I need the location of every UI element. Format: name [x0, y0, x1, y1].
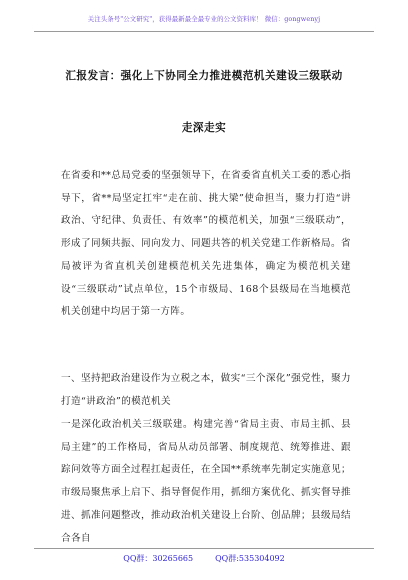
- footer-qq-group-2: QQ群:535304092: [215, 554, 285, 563]
- document-title-continued: 走深走实: [181, 122, 227, 134]
- header-divider: [34, 31, 374, 32]
- header-note: 关注头条号"公文研究"，获得最新最全最专业的公文资料库！ 微信：gongwenyj: [87, 15, 321, 23]
- document-title: 汇报发言：强化上下协同全力推进模范机关建设三级联动: [65, 70, 343, 82]
- body-paragraph: 一是深化政治机关三级联建。构建完善“省局主责、市局主抓、县局主建”的工作格局，省局从动员部署、制度规范、统筹推进、跟踪问效等方面全过程扛起责任，在全国**系统率先制定实施意见；市级局聚焦承上启下、指导督促作用，抓细方案优化、抓实督导推进、抓准问题整改，推动政治机关建设上台阶、创品牌；县级局结合各自: [61, 419, 351, 544]
- body-paragraph: 在省委和**总局党委的坚强领导下，在省委省直机关工委的悉心指导下，省**局坚定扛牢“走在前、挑大梁”使命担当，聚力打造“讲政治、守纪律、负责任、有效率”的模范机关，加强“三级联动”，形成了同频共振、同向发力、同题共答的机关党建工作新格局。省局被评为省直机关创建模范机关先进集体，确定为模范机关建设“三级联动”试点单位，15个市级局、168个县级局在当地模范机关创建中均居于第一方阵。: [61, 170, 351, 318]
- footer: [0, 553, 408, 564]
- footer-divider: [34, 548, 374, 549]
- footer-qq-group-1: QQ群：30265665: [123, 554, 194, 563]
- section-heading-paragraph: 一、坚持把政治建设作为立税之本，做实“三个深化”强党性，聚力打造“讲政治”的模范机关: [61, 373, 351, 407]
